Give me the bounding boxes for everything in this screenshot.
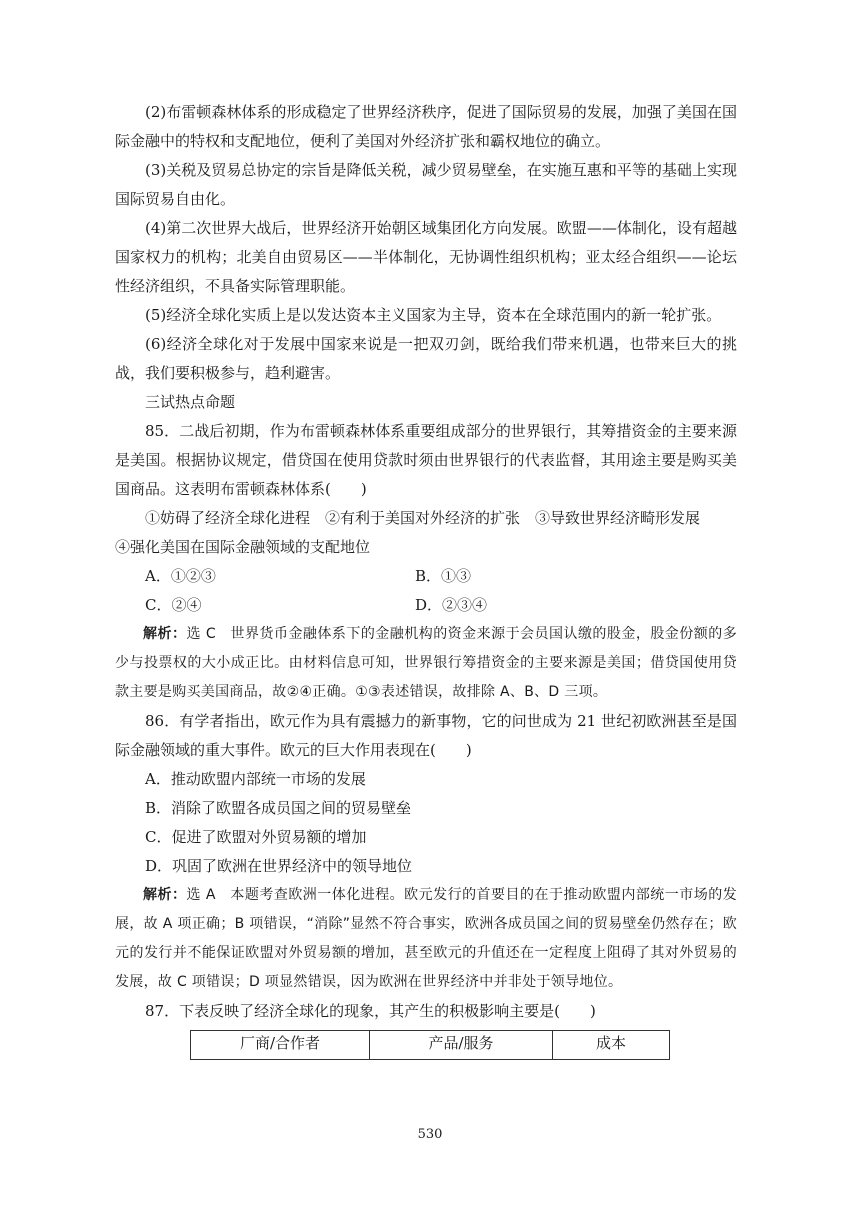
table-header-cell: 成本 bbox=[553, 1031, 670, 1060]
question-85-options-row2 bbox=[115, 591, 737, 620]
paragraph-2: (2)布雷顿森林体系的形成稳定了世界经济秩序，促进了国际贸易的发展，加强了美国在国际金融中的特权和支配地位，便利了美国对外经济扩张和霸权地位的确立。 bbox=[115, 103, 737, 150]
question-85-stem: 85．二战后初期，作为布雷顿森林体系重要组成部分的世界银行，其筹措资金的主要来源是美国。根据协议规定，借贷国在使用贷款时须由世界银行的代表监督，其用途主要是购买美国商品。这表明布雷顿森林体系( ) bbox=[115, 422, 737, 498]
table-header-cell: 产品/服务 bbox=[370, 1031, 553, 1060]
question-85-items-line2: ④强化美国在国际金融领域的支配地位 bbox=[115, 538, 371, 556]
question-85-options-row1 bbox=[115, 562, 737, 591]
page-number: 530 bbox=[417, 1127, 443, 1142]
analysis-text: 选 A 本题考查欧洲一体化进程。欧元发行的首要目的在于推动欧盟内部统一市场的发展，故 A 项正确；B 项错误，“消除”显然不符合事实，欧洲各成员国之间的贸易壁垒仍然存在；欧元的发行并不能保证欧盟对外贸易额的增加，甚至欧元的升值还在一定程度上阻碍了其对外贸易的发展，故 C 项错误；D 项显然错误，因为欧洲在世界经济中并非处于领导地位。 bbox=[115, 887, 737, 990]
question-86-stem: 86．有学者指出，欧元作为具有震撼力的新事物，它的问世成为 21 世纪初欧洲甚至是国际金融领域的重大事件。欧元的巨大作用表现在( ) bbox=[115, 712, 737, 759]
table-header-row bbox=[191, 1031, 670, 1060]
paragraph-5: (5)经济全球化实质上是以发达资本主义国家为主导，资本在全球范围内的新一轮扩张。 bbox=[145, 306, 722, 324]
document-page bbox=[115, 98, 737, 1060]
question-85-option-b: B．①③ bbox=[415, 567, 472, 585]
question-87-table bbox=[190, 1030, 670, 1060]
paragraph-4: (4)第二次世界大战后，世界经济开始朝区域集团化方向发展。欧盟——体制化，设有超越国家权力的机构；北美自由贸易区——半体制化，无协调性组织机构；亚太经合组织——论坛性经济组织，不具备实际管理职能。 bbox=[115, 219, 737, 295]
question-85-analysis bbox=[115, 620, 737, 707]
question-87-stem: 87．下表反映了经济全球化的现象，其产生的积极影响主要是( ) bbox=[145, 1002, 596, 1020]
table-header-cell: 厂商/合作者 bbox=[191, 1031, 370, 1060]
section-heading: 三试热点命题 bbox=[145, 393, 236, 411]
paragraph-3: (3)关税及贸易总协定的宗旨是降低关税，减少贸易壁垒，在实施互惠和平等的基础上实现国际贸易自由化。 bbox=[115, 161, 737, 208]
question-86-option-d: D．巩固了欧洲在世界经济中的领导地位 bbox=[145, 857, 413, 875]
question-85-option-d: D．②③④ bbox=[415, 596, 488, 614]
analysis-label: 解析： bbox=[143, 626, 187, 642]
question-86-option-c: C．促进了欧盟对外贸易额的增加 bbox=[145, 828, 367, 846]
question-86-analysis bbox=[115, 881, 737, 997]
question-85-option-c: C．②④ bbox=[145, 596, 202, 614]
analysis-text: 选 C 世界货币金融体系下的金融机构的资金来源于会员国认缴的股金，股金份额的多少与投票权的大小成正比。由材料信息可知，世界银行筹措资金的主要来源是美国；借贷国使用贷款主要是购买美国商品，故②④正确。①③表述错误，故排除 A、B、D 三项。 bbox=[115, 626, 737, 700]
analysis-label: 解析： bbox=[143, 887, 187, 903]
question-85-items-line1: ①妨碍了经济全球化进程 ②有利于美国对外经济的扩张 ③导致世界经济畸形发展 bbox=[145, 509, 701, 527]
question-86-option-b: B．消除了欧盟各成员国之间的贸易壁垒 bbox=[145, 799, 412, 817]
question-86-option-a: A．推动欧盟内部统一市场的发展 bbox=[145, 770, 366, 788]
paragraph-6: (6)经济全球化对于发展中国家来说是一把双刃剑，既给我们带来机遇，也带来巨大的挑战，我们要积极参与，趋利避害。 bbox=[115, 335, 737, 382]
question-85-option-a: A．①②③ bbox=[145, 567, 216, 585]
